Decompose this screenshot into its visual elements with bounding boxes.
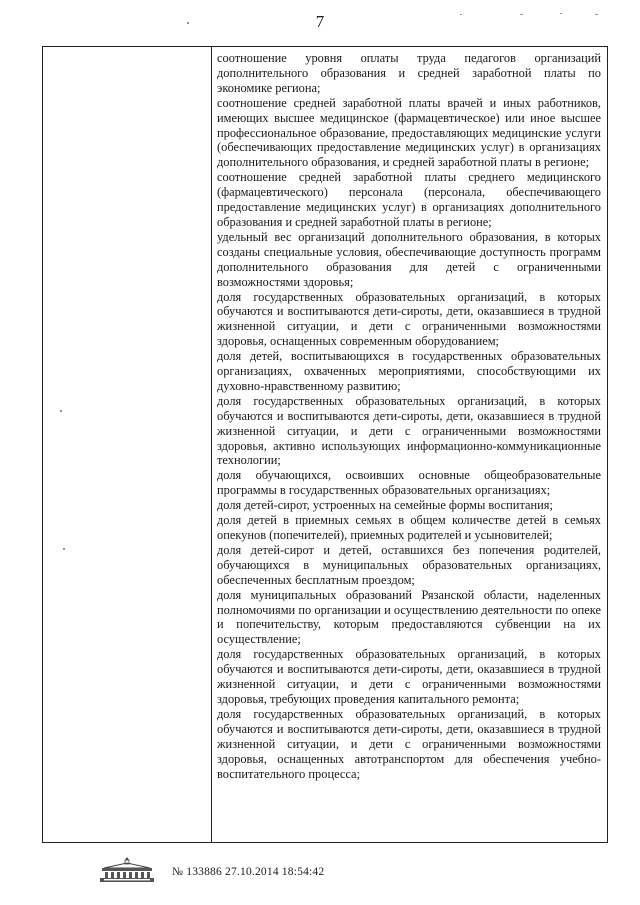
indicator-paragraph: доля государственных образовательных организаций, в которых обучаются и воспитываются дети-сироты, дети, оказавшиеся в трудной жизненной ситуации, и дети с ограниченными возможностями здоровья, оснащенных современным оборудованием; xyxy=(217,289,601,349)
indicator-paragraph: доля детей-сирот, устроенных на семейные формы воспитания; xyxy=(217,498,553,513)
scan-speck xyxy=(187,22,189,24)
scan-speck xyxy=(520,14,523,15)
table-cell-indicators xyxy=(217,51,601,781)
building-stamp-icon xyxy=(98,856,156,884)
indicator-paragraph: доля детей, воспитывающихся в государственных образовательных организациях, охваченных мероприятиями, способствующими их духовно-нравственному развитию; xyxy=(217,349,601,393)
indicator-paragraph: доля детей-сирот и детей, оставшихся без попечения родителей, обучающихся в муниципальных образовательных организациях, обеспеченных бесплатным проездом; xyxy=(217,542,601,587)
document-registration-number: № 133886 27.10.2014 18:54:42 xyxy=(172,866,325,878)
indicator-paragraph: доля государственных образовательных организаций, в которых обучаются и воспитываются дети-сироты, дети, оказавшиеся в трудной жизненной ситуации, и дети с ограниченными возможностями здоровья, оснащенных автотранспортом для обеспечения учебно-воспитательного процесса; xyxy=(217,706,601,781)
table-column-divider xyxy=(211,46,212,843)
indicator-paragraph: доля государственных образовательных организаций, в которых обучаются и воспитываются дети-сироты, дети, оказавшиеся в трудной жизненной ситуации, и дети с ограниченными возможностями здоровья, активно использующих информационно-коммуникационные технологии; xyxy=(217,393,601,468)
indicator-paragraph: соотношение средней заработной платы среднего медицинского (фармацевтического) персонала (персонала, обеспечивающего предоставление медицинских услуг) в организациях дополнительного образования и средней заработной платы в регионе; xyxy=(217,170,601,229)
scan-speck xyxy=(560,13,562,14)
scan-speck xyxy=(595,14,598,15)
page-number: 7 xyxy=(315,12,325,31)
indicator-paragraph: доля обучающихся, освоивших основные общеобразовательные программы в государственных образовательных организациях; xyxy=(217,468,601,498)
indicator-paragraph: удельный вес организаций дополнительного образования, в которых созданы специальные условия, обеспечивающие доступность программ дополнительного образования для детей с ограниченными возможностями здоровья; xyxy=(217,229,601,289)
indicator-paragraph: доля государственных образовательных организаций, в которых обучаются и воспитываются дети-сироты, дети, оказавшиеся в трудной жизненной ситуации, и дети с ограниченными возможностями здоровья, требующих проведения капитального ремонта; xyxy=(217,647,601,706)
indicator-paragraph: соотношение уровня оплаты труда педагогов организаций дополнительного образования и средней заработной платы по экономике региона; xyxy=(217,51,601,95)
indicator-paragraph: доля муниципальных образований Рязанской области, наделенных полномочиями по организации и осуществлению деятельности по опеке и попечительству, которым предоставляются субвенции на их осуществление; xyxy=(217,587,601,647)
scan-speck xyxy=(460,14,462,15)
indicator-paragraph: доля детей в приемных семьях в общем количестве детей в семьях опекунов (попечителей), приемных родителей и усыновителей; xyxy=(217,513,601,542)
indicator-paragraph: соотношение средней заработной платы врачей и иных работников, имеющих высшее медицинское (фармацевтическое) или иное высшее профессиональное образование, предоставляющих медицинские услуги (обеспечивающих предоставление медицинских услуг) в организациях дополнительного образования, и средней заработной платы в регионе; xyxy=(217,95,601,170)
